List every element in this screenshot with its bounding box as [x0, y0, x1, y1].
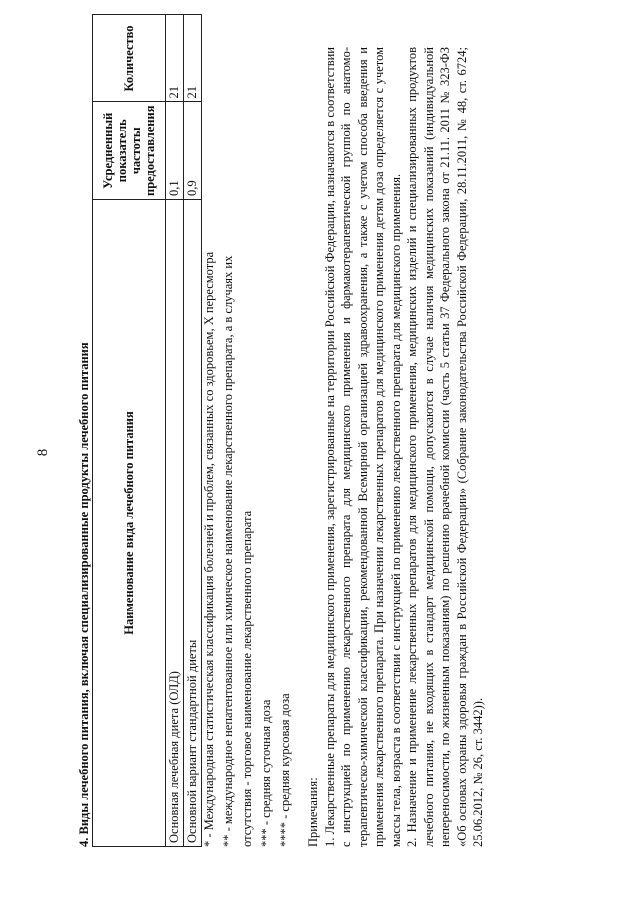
table-header-row: [93, 15, 166, 847]
diet-table: [92, 14, 202, 847]
note-item-1: 1. Лекарственные препараты для медицинского применения, зарегистрированные на территории Российской Федерации, назначаются в соответствии с инструкцией по применению лекарственного препарата для медицинского применения и фармакотерапевтической группой по анатомо-терапевтическо-химической классификации, рекомендованной Всемирной организацией здравоохранения, а также с учетом способа введения и применения лекарственного препарата. При назначении лекарственных препаратов для медицинского применения детям доза определяется с учетом массы тела, возраста в соответствии с инструкцией по применению лекарственного препарата для медицинского применения.: [322, 47, 403, 847]
section-title: 4. Виды лечебного питания, включая специализированные продукты лечебного питания: [77, 342, 91, 847]
notes-section: [305, 47, 487, 847]
header-frequency: Усредненный показатель частоты предоставления: [93, 102, 166, 200]
notes-heading: Примечания:: [306, 777, 320, 847]
footnote-inn: ** - международное непатентованное или химическое наименование лекарственного препарата, а в случаях их: [221, 255, 235, 847]
footnote-course-dose: **** - средняя курсовая доза: [278, 693, 292, 847]
page-number: 8: [35, 448, 51, 457]
cell-diet-name: Основная лечебная диета (ОЛД): [166, 200, 184, 847]
cell-quantity: 21: [184, 15, 202, 102]
header-name: Наименование вида лечебного питания: [93, 200, 166, 847]
cell-frequency: 0,9: [184, 102, 202, 200]
note-item-2: 2. Назначение и применение лекарственных препаратов для медицинского применения, медицинских изделий и специализированных продуктов лечебного питания, не входящих в стандарт медицинской помощи, допускаются в случае наличия медицинских показаний (индивидуальной непереносимости, по жизненным показаниям) по решению врачебной комиссии (часть 5 статьи 37 Федерального закона от 21.11. 2011 № 323-ФЗ «Об основах охраны здоровья граждан в Российской Федерации» (Собрание законодательства Российской Федерации, 28.11.2011, № 48, ст. 6724; 25.06.2012, № 26, ст. 3442)).: [405, 47, 485, 847]
cell-diet-name: Основной вариант стандартной диеты: [184, 200, 202, 847]
table-row: [184, 15, 202, 847]
footnote-icd: * - Международная статистическая классификация болезней и проблем, связанных со здоровьем, X пересмотра: [202, 251, 216, 847]
cell-frequency: 0,1: [166, 102, 184, 200]
footnote-inn-continued: отсутствия - торговое наименование лекарственного препарата: [240, 510, 254, 847]
cell-quantity: 21: [166, 15, 184, 102]
footnote-daily-dose: *** - средняя суточная доза: [259, 699, 273, 847]
footnotes: [200, 47, 295, 847]
header-quantity: Количество: [93, 15, 166, 102]
table-row: [166, 15, 184, 847]
